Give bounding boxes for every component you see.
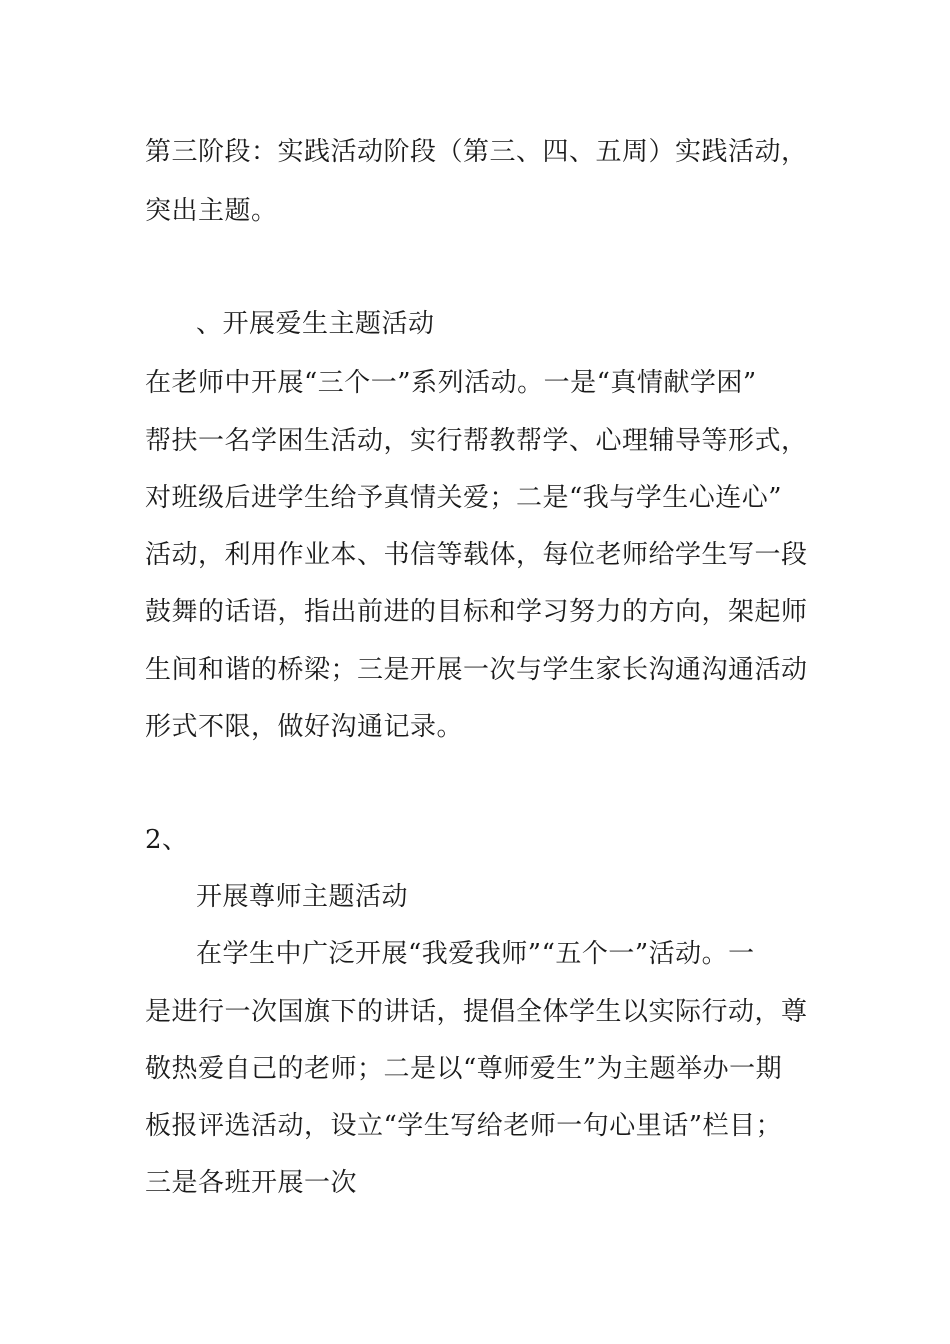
paragraph-line: 帮扶一名学困生活动，实行帮教帮学、心理辅导等形式， (145, 426, 808, 456)
paragraph-line: 板报评选活动，设立“学生写给老师一句心里话”栏目； (145, 1111, 783, 1141)
paragraph-line: 是进行一次国旗下的讲话，提倡全体学生以实际行动，尊 (145, 997, 808, 1027)
section-number: 2、 (145, 825, 189, 855)
section-heading: 开展尊师主题活动 (196, 882, 409, 912)
paragraph-line: 三是各班开展一次 (145, 1168, 358, 1198)
section-heading: 、开展爱生主题活动 (196, 309, 435, 339)
paragraph-line: 第三阶段：实践活动阶段（第三、四、五周）实践活动， (145, 137, 808, 167)
paragraph-line: 敬热爱自己的老师；二是以“尊师爱生”为主题举办一期 (145, 1054, 783, 1084)
paragraph-line: 生间和谐的桥梁；三是开展一次与学生家长沟通沟通活动 (145, 655, 808, 685)
paragraph-line: 对班级后进学生给予真情关爱；二是“我与学生心连心” (145, 483, 783, 513)
paragraph-line: 在老师中开展“三个一”系列活动。一是“真情献学困” (145, 368, 757, 398)
paragraph-line: 在学生中广泛开展“我爱我师”“五个一”活动。一 (196, 939, 755, 969)
paragraph-line: 鼓舞的话语，指出前进的目标和学习努力的方向，架起师 (145, 597, 808, 627)
paragraph-line: 突出主题。 (145, 196, 278, 226)
paragraph-line: 活动，利用作业本、书信等载体，每位老师给学生写一段 (145, 540, 808, 570)
paragraph-line: 形式不限，做好沟通记录。 (145, 712, 464, 742)
